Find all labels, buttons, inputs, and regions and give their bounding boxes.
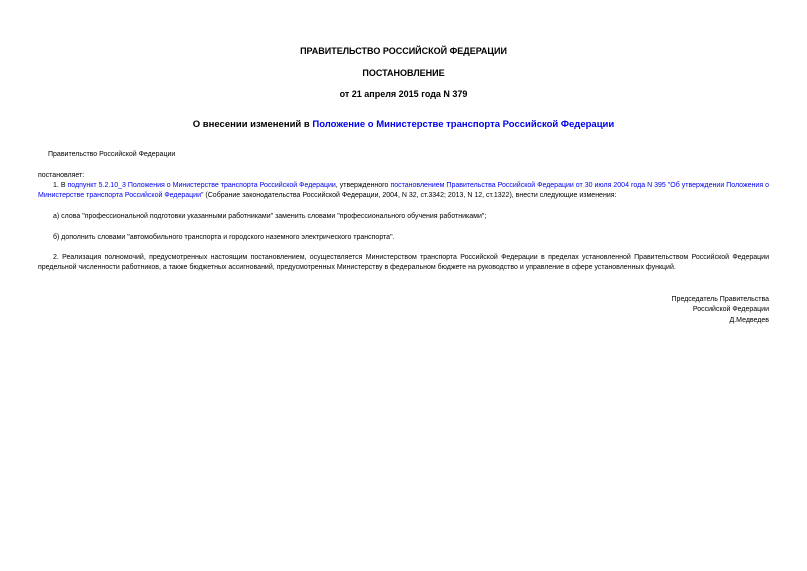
intro-text: Правительство Российской Федерации [48, 151, 176, 158]
decrees-text: постановляет: [38, 172, 85, 179]
resolution-link[interactable]: постановлением Правительства Российской Федерации от 30 июля 2004 года N 395 "Об утверждении Положения о Министерстве транспорта Российской Федерации" [38, 182, 770, 199]
document-type: ПОСТАНОВЛЕНИЕ [362, 68, 445, 78]
document-title [0, 119, 807, 130]
subclause-link[interactable]: подпункт 5.2.10_3 Положения о Министерстве транспорта Российской Федерации [67, 182, 336, 189]
title-link[interactable]: Положение о Министерстве транспорта Российской Федерации [312, 119, 615, 130]
signature-line-1: Председатель Правительства [671, 296, 769, 303]
signature-line-2: Российской Федерации [692, 306, 769, 313]
government-heading: ПРАВИТЕЛЬСТВО РОССИЙСКОЙ ФЕДЕРАЦИИ [300, 46, 507, 56]
signature-name: Д.Медведев [729, 317, 769, 324]
item-1-lead: 1. В [53, 182, 68, 189]
item-b: б) дополнить словами "автомобильного транспорта и городского наземного электрического транспорта". [53, 234, 395, 241]
item-a: а) слова "профессиональной подготовки указанными работниками" заменить словами "профессионального обучения работниками"; [53, 213, 487, 220]
item-1 [38, 181, 769, 201]
title-prefix: О внесении изменений в [192, 119, 313, 130]
document-date: от 21 апреля 2015 года N 379 [339, 89, 468, 99]
item-2: 2. Реализация полномочий, предусмотренных настоящим постановлением, осуществляется Министерством транспорта Российской Федерации в пределах установленной Правительством Российской Федерации предельной численности работников, а также бюджетных ассигнований, предусмотренных Министерству в федеральном бюджете на руководство и управление в сфере установленных функций. [38, 254, 769, 271]
item-1-tail: (Собрание законодательства Российской Федерации, 2004, N 32, ст.3342; 2013, N 12, ст.1322), внести следующие изменения: [203, 192, 617, 199]
item-1-mid: , утвержденного [335, 182, 391, 189]
